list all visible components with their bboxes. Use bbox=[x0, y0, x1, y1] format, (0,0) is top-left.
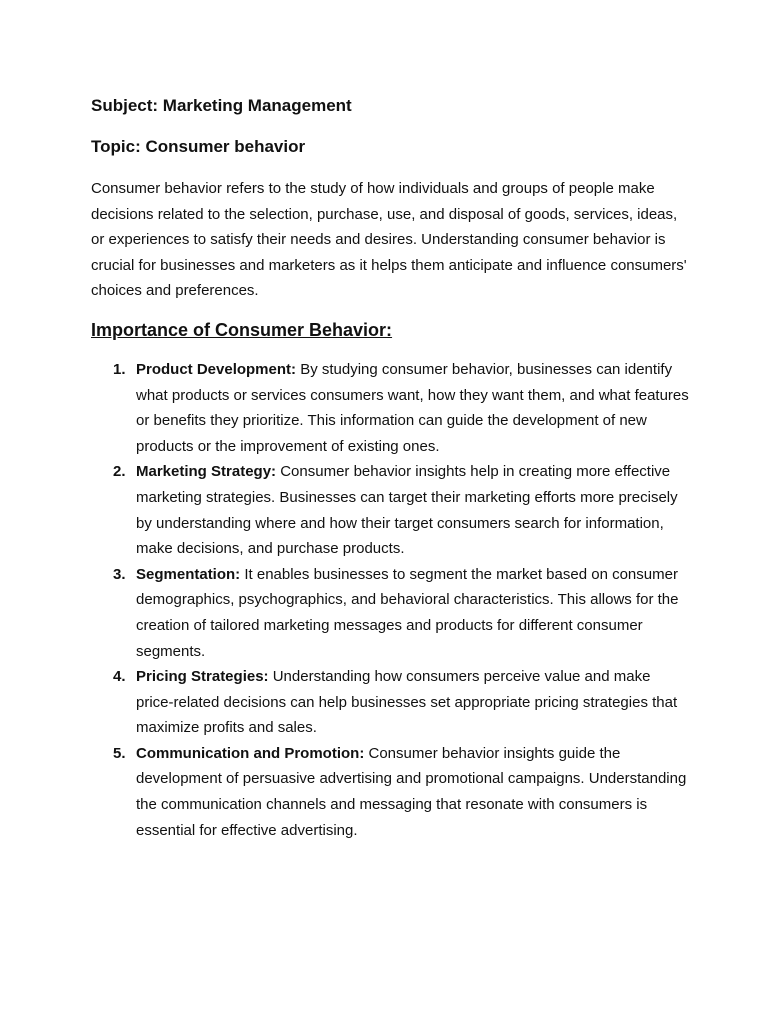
list-item-term: Pricing Strategies: bbox=[136, 668, 269, 686]
list-item bbox=[91, 664, 691, 741]
list-item bbox=[91, 562, 691, 664]
list-number: 1. bbox=[113, 360, 126, 378]
list-item-text: Understanding how consumers perceive value and make price-related decisions can help businesses set appropriate pricing strategies that maximize profits and sales. bbox=[136, 668, 678, 737]
list-item-term: Communication and Promotion: bbox=[136, 744, 365, 762]
importance-list bbox=[91, 357, 691, 843]
list-item-text: Consumer behavior insights guide the development of persuasive advertising and promotional campaigns. Understanding the communication channels and messaging that resonate with consumers is essential for effective advertising. bbox=[136, 744, 687, 839]
list-number: 3. bbox=[113, 565, 126, 583]
list-item-text: Consumer behavior insights help in creating more effective marketing strategies. Businesses can target their marketing efforts more precisely by understanding where and how their target consumers search for information, make decisions, and purchase products. bbox=[136, 463, 678, 558]
section-heading: Importance of Consumer Behavior: bbox=[91, 319, 393, 340]
subject-heading: Subject: Marketing Management bbox=[91, 96, 352, 115]
list-item-text: It enables businesses to segment the market based on consumer demographics, psychographics, and behavioral characteristics. This allows for the creation of tailored marketing messages and products for different consumer segments. bbox=[136, 565, 679, 660]
list-item-term: Product Development: bbox=[136, 360, 297, 378]
list-item-term: Segmentation: bbox=[136, 565, 241, 583]
list-number: 2. bbox=[113, 463, 126, 481]
intro-paragraph: Consumer behavior refers to the study of how individuals and groups of people make decisions related to the selection, purchase, use, and disposal of goods, services, ideas, or experiences to satisfy their needs and desires. Understanding consumer behavior is crucial for businesses and marketers as it helps them anticipate and influence consumers' choices and preferences. bbox=[91, 180, 687, 300]
list-item bbox=[91, 357, 691, 459]
list-number: 5. bbox=[113, 744, 126, 762]
list-number: 4. bbox=[113, 668, 126, 686]
topic-heading: Topic: Consumer behavior bbox=[91, 137, 306, 156]
list-item-term: Marketing Strategy: bbox=[136, 463, 277, 481]
list-item bbox=[91, 741, 691, 843]
list-item bbox=[91, 459, 691, 561]
document-content bbox=[91, 94, 691, 843]
list-item-text: By studying consumer behavior, businesses can identify what products or services consumers want, how they want them, and what features or benefits they prioritize. This information can guide the development of new products or the improvement of existing ones. bbox=[136, 360, 689, 455]
